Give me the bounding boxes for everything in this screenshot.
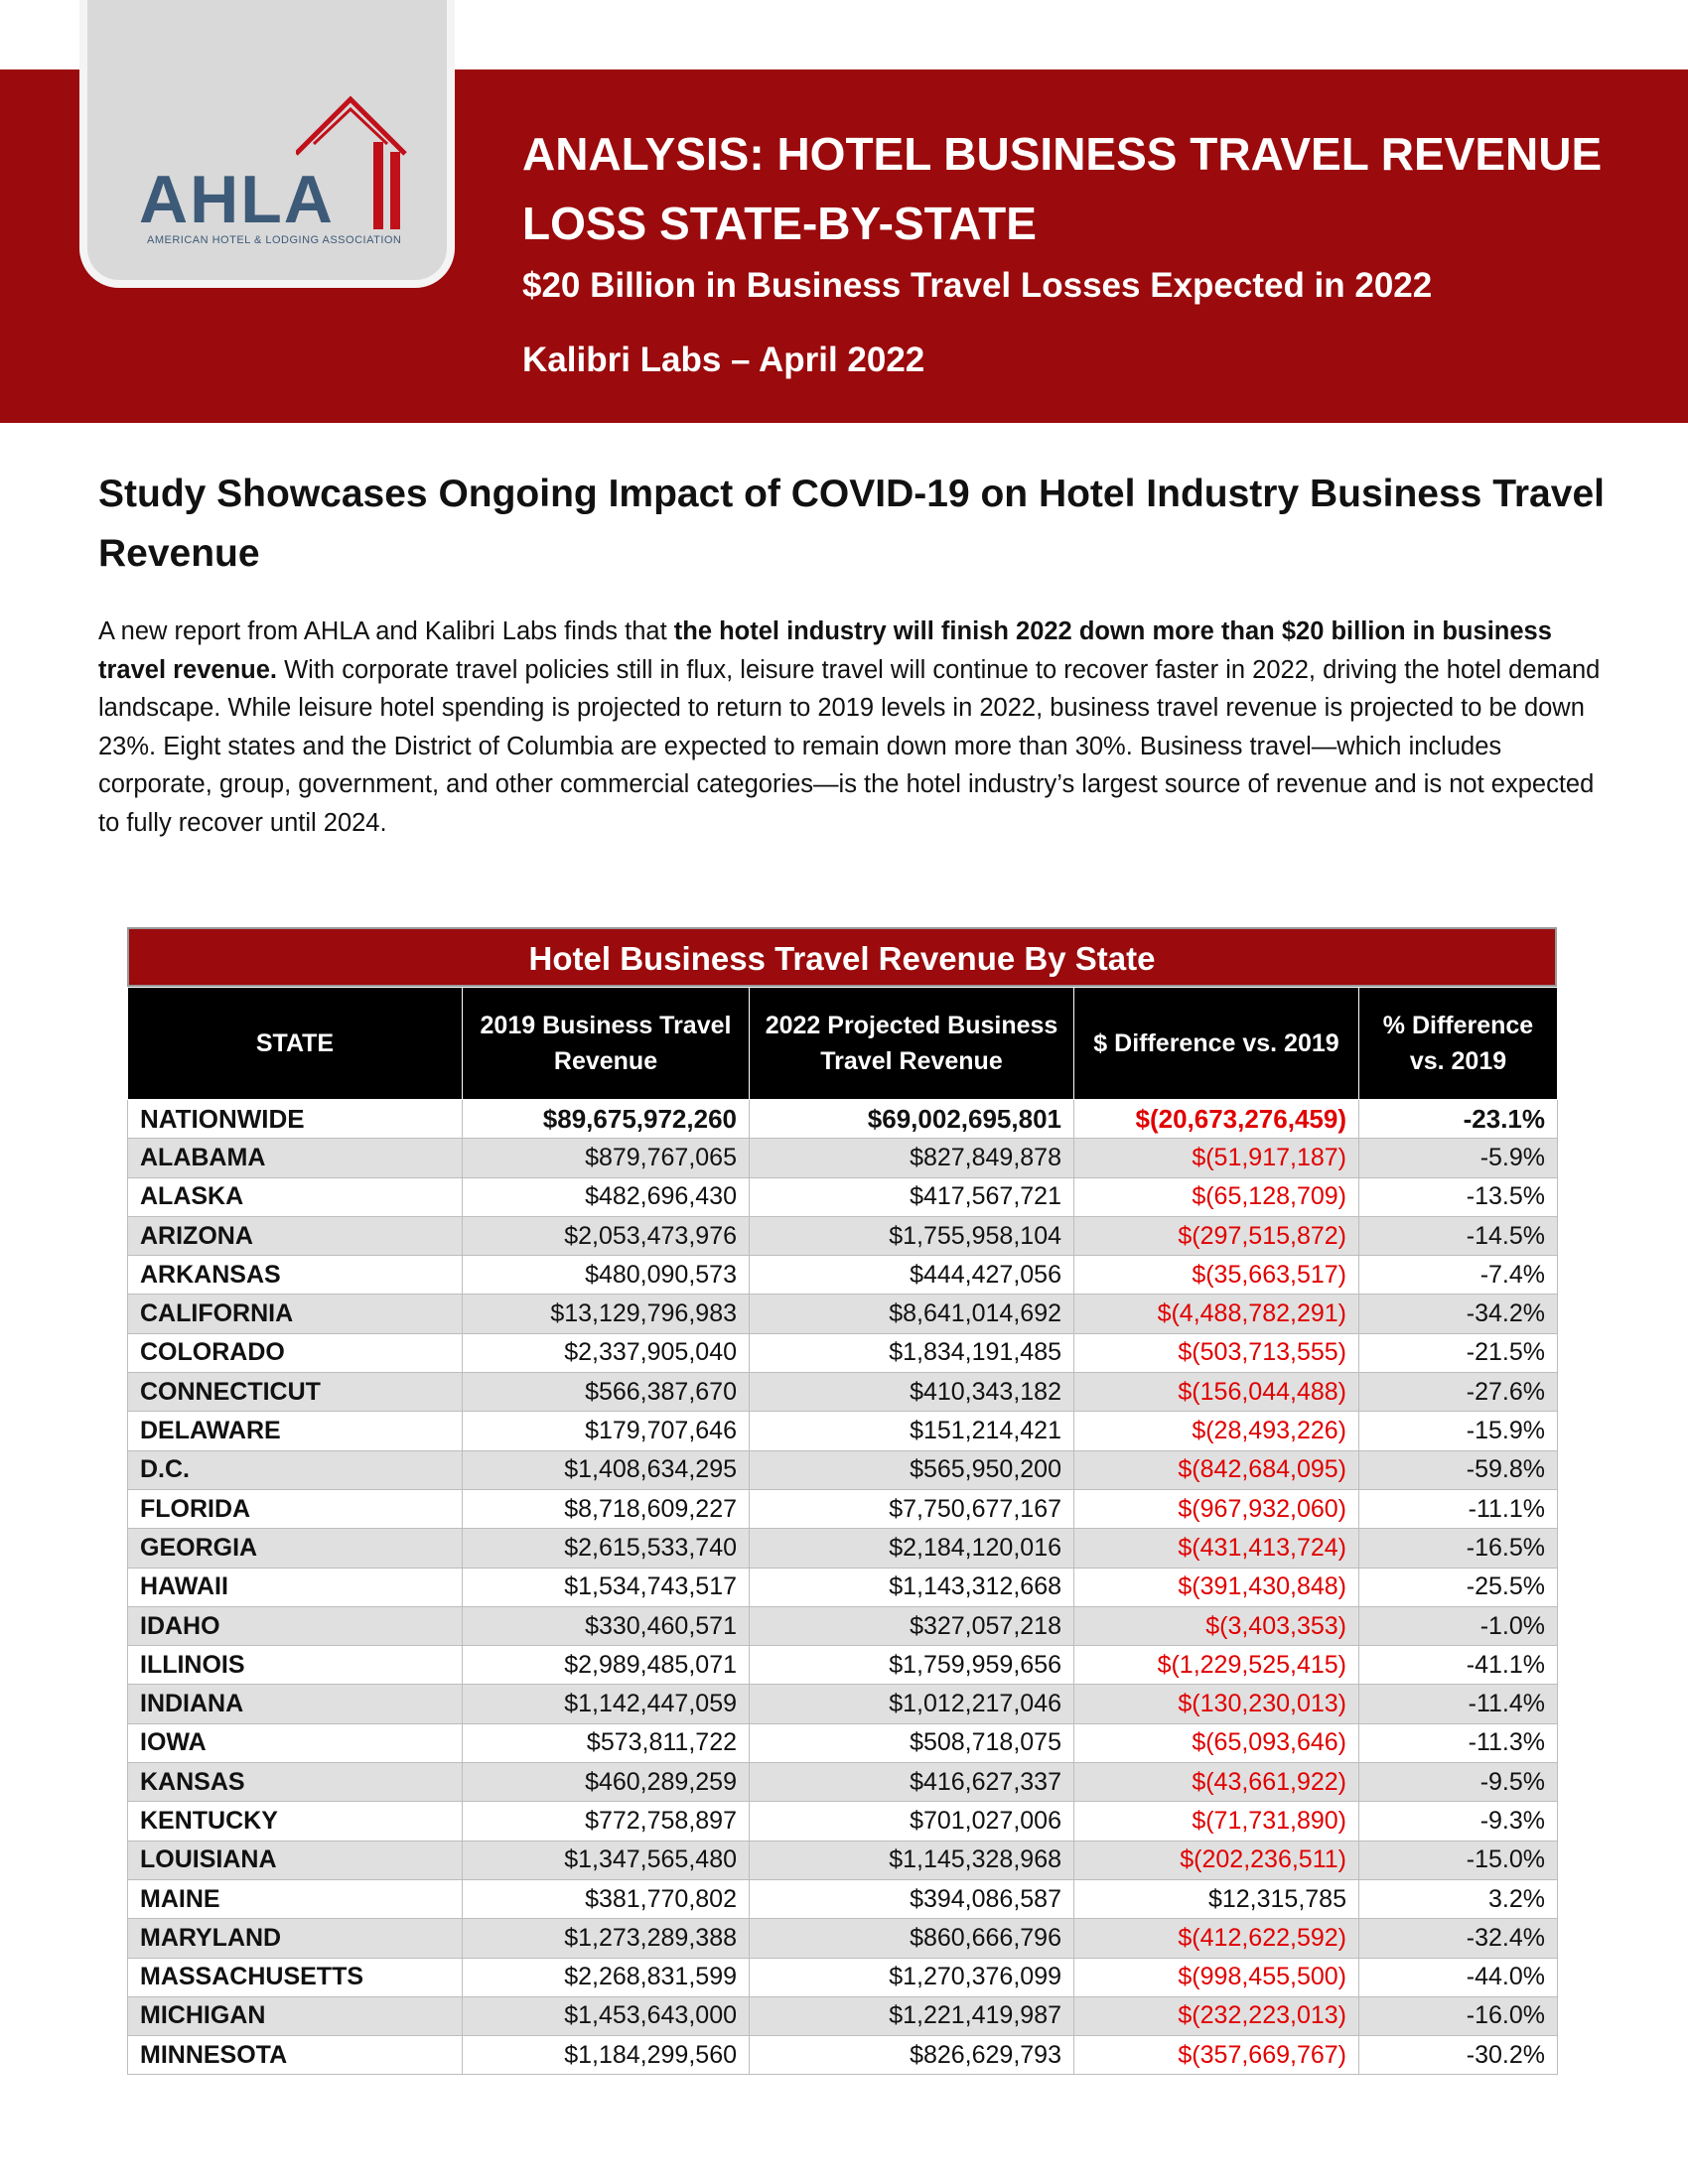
table-row xyxy=(128,1295,1558,1333)
pct-diff-cell: -21.5% xyxy=(1359,1333,1558,1372)
dollar-diff-cell: $(412,622,592) xyxy=(1074,1919,1359,1958)
state-cell: INDIANA xyxy=(128,1685,463,1723)
table-row xyxy=(128,1139,1558,1177)
dollar-diff-cell: $(35,663,517) xyxy=(1074,1256,1359,1295)
pct-diff-cell: -5.9% xyxy=(1359,1139,1558,1177)
logo-card xyxy=(87,0,447,280)
pct-diff-cell: -16.5% xyxy=(1359,1529,1558,1568)
table-row xyxy=(128,1177,1558,1216)
byline: Kalibri Labs – April 2022 xyxy=(522,341,925,379)
table-row xyxy=(128,1412,1558,1450)
table-row xyxy=(128,1646,1558,1685)
revenue-2022-cell: $565,950,200 xyxy=(750,1450,1074,1489)
table-row xyxy=(128,1685,1558,1723)
revenue-2019-cell: $1,273,289,388 xyxy=(463,1919,750,1958)
dollar-diff-cell: $(297,515,872) xyxy=(1074,1216,1359,1255)
state-cell: NATIONWIDE xyxy=(128,1100,463,1139)
revenue-2019-cell: $566,387,670 xyxy=(463,1373,750,1412)
revenue-2022-cell: $416,627,337 xyxy=(750,1763,1074,1802)
revenue-2022-cell: $827,849,878 xyxy=(750,1139,1074,1177)
table-header-row xyxy=(128,988,1558,1100)
revenue-2022-cell: $151,214,421 xyxy=(750,1412,1074,1450)
state-cell: COLORADO xyxy=(128,1333,463,1372)
table-row xyxy=(128,1879,1558,1918)
revenue-2019-cell: $1,184,299,560 xyxy=(463,2036,750,2075)
dollar-diff-cell: $(842,684,095) xyxy=(1074,1450,1359,1489)
pct-diff-cell: -41.1% xyxy=(1359,1646,1558,1685)
state-cell: FLORIDA xyxy=(128,1489,463,1528)
revenue-2022-cell: $1,145,328,968 xyxy=(750,1841,1074,1879)
revenue-2019-cell: $482,696,430 xyxy=(463,1177,750,1216)
paragraph-bold: the hotel industry will finish 2022 down more than $20 billion in business travel revenue. xyxy=(98,617,1552,684)
table-title: Hotel Business Travel Revenue By State xyxy=(127,927,1557,987)
revenue-2022-cell: $444,427,056 xyxy=(750,1256,1074,1295)
dollar-diff-cell: $(28,493,226) xyxy=(1074,1412,1359,1450)
state-cell: DELAWARE xyxy=(128,1412,463,1450)
dollar-diff-cell: $(3,403,353) xyxy=(1074,1606,1359,1645)
revenue-2019-cell: $8,718,609,227 xyxy=(463,1489,750,1528)
pct-diff-cell: -14.5% xyxy=(1359,1216,1558,1255)
state-cell: MICHIGAN xyxy=(128,1996,463,2035)
revenue-2019-cell: $2,615,533,740 xyxy=(463,1529,750,1568)
revenue-2022-cell: $7,750,677,167 xyxy=(750,1489,1074,1528)
revenue-2019-cell: $1,453,643,000 xyxy=(463,1996,750,2035)
revenue-table xyxy=(127,987,1558,2075)
dollar-diff-cell: $(20,673,276,459) xyxy=(1074,1100,1359,1139)
revenue-2022-cell: $394,086,587 xyxy=(750,1879,1074,1918)
state-cell: HAWAII xyxy=(128,1568,463,1606)
page-subtitle: $20 Billion in Business Travel Losses Expected in 2022 xyxy=(522,266,1433,305)
table-row xyxy=(128,1373,1558,1412)
dollar-diff-cell: $(1,229,525,415) xyxy=(1074,1646,1359,1685)
pct-diff-cell: -11.4% xyxy=(1359,1685,1558,1723)
revenue-2019-cell: $1,347,565,480 xyxy=(463,1841,750,1879)
table-row xyxy=(128,1568,1558,1606)
column-header: STATE xyxy=(128,988,463,1100)
dollar-diff-cell: $(156,044,488) xyxy=(1074,1373,1359,1412)
pct-diff-cell: 3.2% xyxy=(1359,1879,1558,1918)
revenue-2019-cell: $2,989,485,071 xyxy=(463,1646,750,1685)
table-row xyxy=(128,1763,1558,1802)
revenue-2019-cell: $1,142,447,059 xyxy=(463,1685,750,1723)
table-row xyxy=(128,1841,1558,1879)
pct-diff-cell: -15.9% xyxy=(1359,1412,1558,1450)
state-cell: KANSAS xyxy=(128,1763,463,1802)
pct-diff-cell: -34.2% xyxy=(1359,1295,1558,1333)
table-row xyxy=(128,1450,1558,1489)
state-cell: D.C. xyxy=(128,1450,463,1489)
pct-diff-cell: -1.0% xyxy=(1359,1606,1558,1645)
revenue-2019-cell: $772,758,897 xyxy=(463,1802,750,1841)
revenue-2019-cell: $1,534,743,517 xyxy=(463,1568,750,1606)
column-header: $ Difference vs. 2019 xyxy=(1074,988,1359,1100)
table-row-nationwide xyxy=(128,1100,1558,1139)
column-header: % Difference vs. 2019 xyxy=(1359,988,1558,1100)
revenue-2019-cell: $1,408,634,295 xyxy=(463,1450,750,1489)
table-row xyxy=(128,1958,1558,1996)
pct-diff-cell: -25.5% xyxy=(1359,1568,1558,1606)
state-cell: LOUISIANA xyxy=(128,1841,463,1879)
revenue-2022-cell: $1,143,312,668 xyxy=(750,1568,1074,1606)
revenue-2019-cell: $879,767,065 xyxy=(463,1139,750,1177)
revenue-2019-cell: $13,129,796,983 xyxy=(463,1295,750,1333)
dollar-diff-cell: $(71,731,890) xyxy=(1074,1802,1359,1841)
state-cell: GEORGIA xyxy=(128,1529,463,1568)
page-title: ANALYSIS: HOTEL BUSINESS TRAVEL REVENUE LOSS STATE-BY-STATE xyxy=(522,128,1603,249)
revenue-2019-cell: $330,460,571 xyxy=(463,1606,750,1645)
dollar-diff-cell: $(65,093,646) xyxy=(1074,1723,1359,1762)
revenue-2022-cell: $701,027,006 xyxy=(750,1802,1074,1841)
revenue-2022-cell: $1,012,217,046 xyxy=(750,1685,1074,1723)
state-cell: ARKANSAS xyxy=(128,1256,463,1295)
revenue-2019-cell: $460,289,259 xyxy=(463,1763,750,1802)
revenue-2022-cell: $327,057,218 xyxy=(750,1606,1074,1645)
revenue-2019-cell: $2,337,905,040 xyxy=(463,1333,750,1372)
table-row xyxy=(128,1919,1558,1958)
table-row xyxy=(128,1802,1558,1841)
revenue-2022-cell: $8,641,014,692 xyxy=(750,1295,1074,1333)
paragraph-intro: A new report from AHLA and Kalibri Labs finds that xyxy=(98,617,674,645)
revenue-2022-cell: $1,834,191,485 xyxy=(750,1333,1074,1372)
dollar-diff-cell: $(202,236,511) xyxy=(1074,1841,1359,1879)
section-heading: Study Showcases Ongoing Impact of COVID-19 on Hotel Industry Business Travel Revenue xyxy=(98,473,1605,575)
pct-diff-cell: -9.3% xyxy=(1359,1802,1558,1841)
dollar-diff-cell: $12,315,785 xyxy=(1074,1879,1359,1918)
table-body xyxy=(128,1100,1558,2075)
pct-diff-cell: -11.1% xyxy=(1359,1489,1558,1528)
revenue-2022-cell: $2,184,120,016 xyxy=(750,1529,1074,1568)
state-cell: MAINE xyxy=(128,1879,463,1918)
dollar-diff-cell: $(232,223,013) xyxy=(1074,1996,1359,2035)
state-cell: MARYLAND xyxy=(128,1919,463,1958)
logo-subtitle: AMERICAN HOTEL & LODGING ASSOCIATION xyxy=(147,234,402,246)
dollar-diff-cell: $(431,413,724) xyxy=(1074,1529,1359,1568)
pct-diff-cell: -44.0% xyxy=(1359,1958,1558,1996)
pct-diff-cell: -23.1% xyxy=(1359,1100,1558,1139)
pct-diff-cell: -32.4% xyxy=(1359,1919,1558,1958)
revenue-2022-cell: $1,270,376,099 xyxy=(750,1958,1074,1996)
intro-paragraph xyxy=(98,613,1613,842)
dollar-diff-cell: $(357,669,767) xyxy=(1074,2036,1359,2075)
state-cell: ALASKA xyxy=(128,1177,463,1216)
pct-diff-cell: -11.3% xyxy=(1359,1723,1558,1762)
revenue-2022-cell: $860,666,796 xyxy=(750,1919,1074,1958)
table-row xyxy=(128,1489,1558,1528)
pct-diff-cell: -27.6% xyxy=(1359,1373,1558,1412)
revenue-2019-cell: $480,090,573 xyxy=(463,1256,750,1295)
dollar-diff-cell: $(43,661,922) xyxy=(1074,1763,1359,1802)
dollar-diff-cell: $(967,932,060) xyxy=(1074,1489,1359,1528)
pct-diff-cell: -59.8% xyxy=(1359,1450,1558,1489)
state-cell: MINNESOTA xyxy=(128,2036,463,2075)
dollar-diff-cell: $(130,230,013) xyxy=(1074,1685,1359,1723)
state-cell: ALABAMA xyxy=(128,1139,463,1177)
revenue-2022-cell: $826,629,793 xyxy=(750,2036,1074,2075)
dollar-diff-cell: $(391,430,848) xyxy=(1074,1568,1359,1606)
pct-diff-cell: -16.0% xyxy=(1359,1996,1558,2035)
revenue-2022-cell: $1,759,959,656 xyxy=(750,1646,1074,1685)
state-cell: MASSACHUSETTS xyxy=(128,1958,463,1996)
dollar-diff-cell: $(51,917,187) xyxy=(1074,1139,1359,1177)
column-header: 2019 Business Travel Revenue xyxy=(463,988,750,1100)
table-row xyxy=(128,1723,1558,1762)
table-row xyxy=(128,1529,1558,1568)
logo-wordmark: AHLA xyxy=(139,162,335,237)
revenue-2019-cell: $179,707,646 xyxy=(463,1412,750,1450)
pct-diff-cell: -15.0% xyxy=(1359,1841,1558,1879)
revenue-2019-cell: $2,053,473,976 xyxy=(463,1216,750,1255)
table-row xyxy=(128,2036,1558,2075)
state-cell: CONNECTICUT xyxy=(128,1373,463,1412)
revenue-2022-cell: $1,755,958,104 xyxy=(750,1216,1074,1255)
revenue-2022-cell: $410,343,182 xyxy=(750,1373,1074,1412)
revenue-2022-cell: $417,567,721 xyxy=(750,1177,1074,1216)
state-cell: ILLINOIS xyxy=(128,1646,463,1685)
dollar-diff-cell: $(4,488,782,291) xyxy=(1074,1295,1359,1333)
state-cell: CALIFORNIA xyxy=(128,1295,463,1333)
pct-diff-cell: -7.4% xyxy=(1359,1256,1558,1295)
state-cell: ARIZONA xyxy=(128,1216,463,1255)
pct-diff-cell: -9.5% xyxy=(1359,1763,1558,1802)
dollar-diff-cell: $(998,455,500) xyxy=(1074,1958,1359,1996)
state-cell: KENTUCKY xyxy=(128,1802,463,1841)
revenue-2019-cell: $2,268,831,599 xyxy=(463,1958,750,1996)
table-row xyxy=(128,1606,1558,1645)
state-cell: IDAHO xyxy=(128,1606,463,1645)
revenue-2022-cell: $508,718,075 xyxy=(750,1723,1074,1762)
revenue-2019-cell: $573,811,722 xyxy=(463,1723,750,1762)
table-row xyxy=(128,1256,1558,1295)
table-row xyxy=(128,1333,1558,1372)
column-header: 2022 Projected Business Travel Revenue xyxy=(750,988,1074,1100)
pct-diff-cell: -13.5% xyxy=(1359,1177,1558,1216)
table-row xyxy=(128,1996,1558,2035)
paragraph-rest: With corporate travel policies still in flux, leisure travel will continue to recover faster in 2022, driving the hotel demand landscape. While leisure hotel spending is projected to return to 2019 levels in 2022, business travel revenue is projected to be down 23%. Eight states and the District of Columbia are expected to remain down more than 30%. Business travel—which includes corporate, group, government, and other commercial categories—is the hotel industry’s largest source of revenue and is not expected to fully recover until 2024. xyxy=(98,655,1601,837)
dollar-diff-cell: $(65,128,709) xyxy=(1074,1177,1359,1216)
revenue-2022-cell: $1,221,419,987 xyxy=(750,1996,1074,2035)
state-cell: IOWA xyxy=(128,1723,463,1762)
table-row xyxy=(128,1216,1558,1255)
revenue-2022-cell: $69,002,695,801 xyxy=(750,1100,1074,1139)
revenue-2019-cell: $381,770,802 xyxy=(463,1879,750,1918)
pct-diff-cell: -30.2% xyxy=(1359,2036,1558,2075)
dollar-diff-cell: $(503,713,555) xyxy=(1074,1333,1359,1372)
revenue-2019-cell: $89,675,972,260 xyxy=(463,1100,750,1139)
